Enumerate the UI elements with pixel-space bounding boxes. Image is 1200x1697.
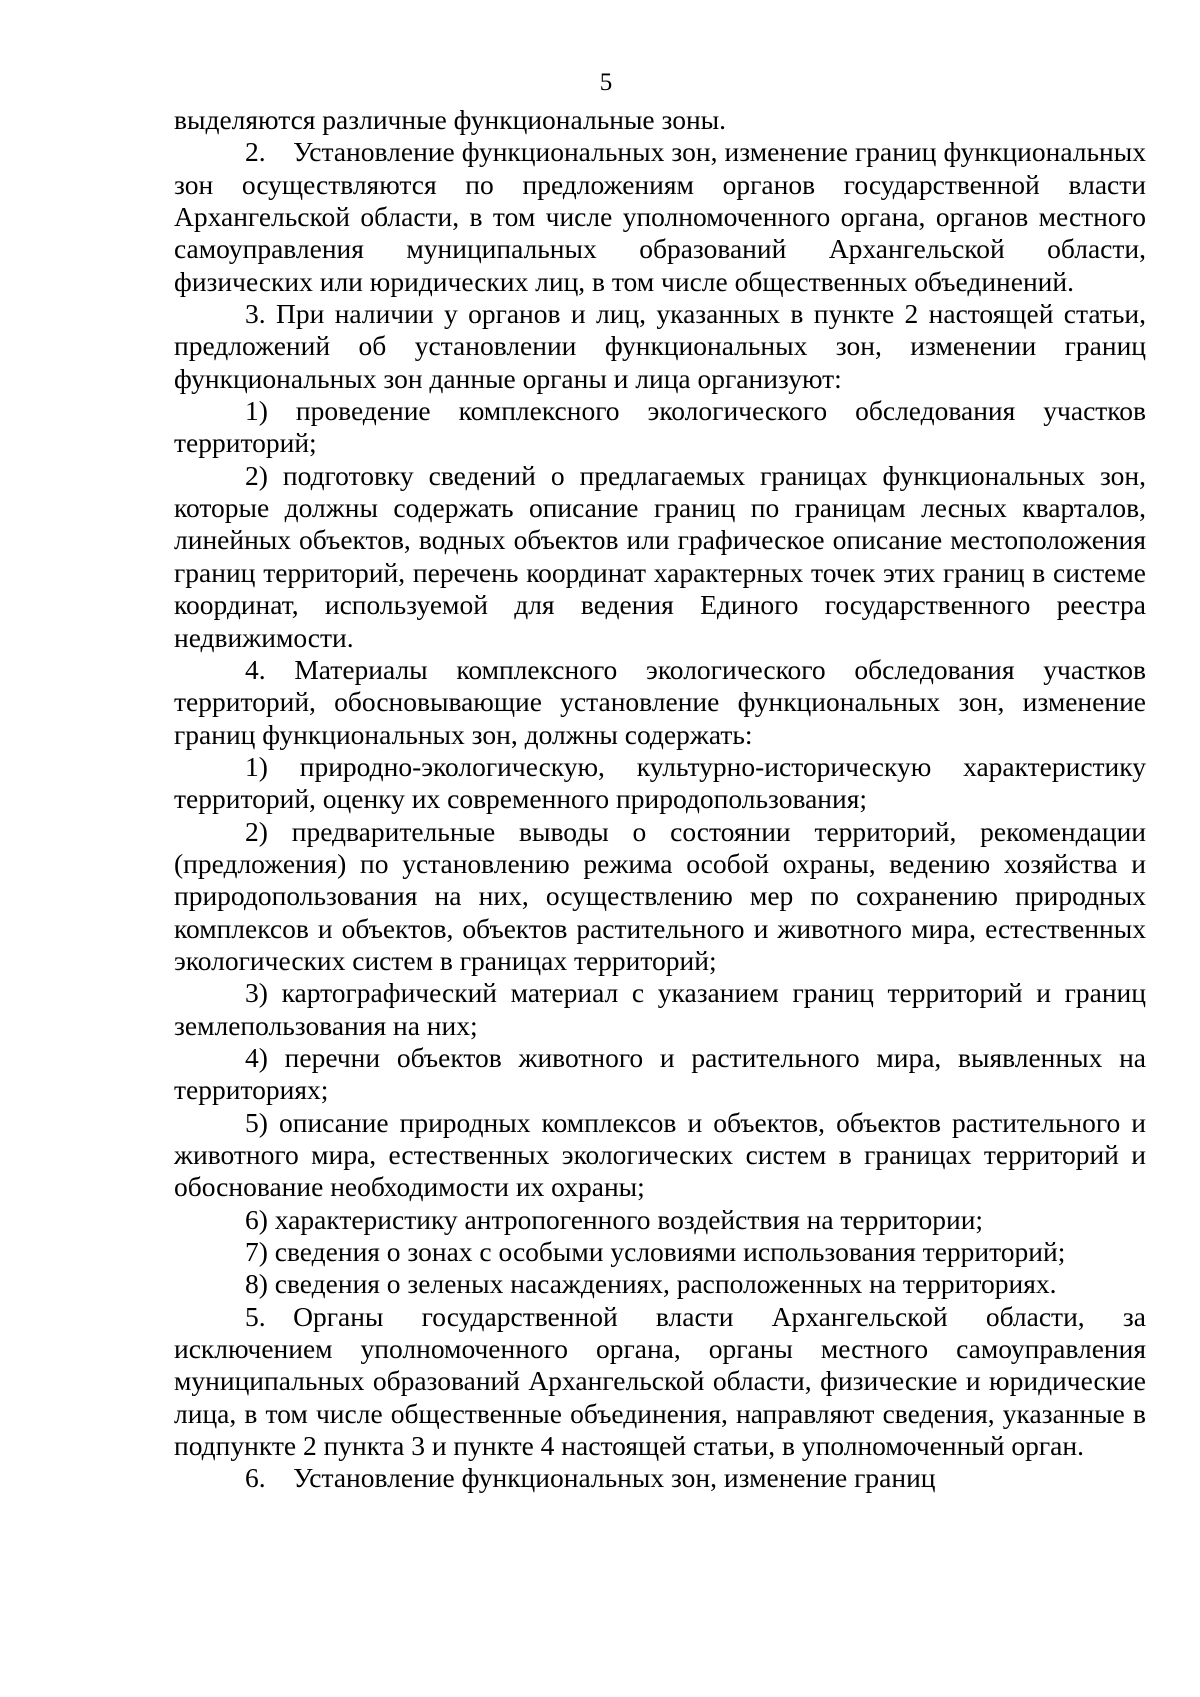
- subparagraph-4-2: 2) предварительные выводы о состоянии территорий, рекомендации (предложения) по установлению режима особой охраны, ведению хозяйства и природопользования на них, осуществлению мер по сохранению природных комплексов и объектов, объектов растительного и животного мира, естественных экологических систем в границах территорий;: [174, 815, 1146, 976]
- subparagraph-4-6: 6) характеристику антропогенного воздействия на территории;: [245, 1203, 984, 1235]
- subparagraph-4-1: 1) природно-экологическую, культурно-историческую характеристику территорий, оценку их современного природопользования;: [174, 750, 1146, 815]
- subparagraph-3-1: 1) проведение комплексного экологического обследования участков территорий;: [174, 395, 1146, 459]
- subparagraph-3-2: 2) подготовку сведений о предлагаемых границах функциональных зон, которые должны содержать описание границ по границам лесных кварталов, линейных объектов, водных объектов или графическое описание местоположения границ территорий, перечень координат характерных точек этих границ в системе координат, используемой для ведения Единого государственного реестра недвижимости.: [174, 459, 1146, 653]
- subparagraph-4-3: 3) картографический материал с указанием границ территорий и границ землепользования на них;: [174, 977, 1146, 1041]
- paragraph-item-5: 5. Органы государственной власти Архангельской области, за исключением уполномоченного органа, органы местного самоуправления муниципальных образований Архангельской области, физические и юридические лица, в том числе общественные объединения, направляют сведения, указанные в подпункте 2 пункта 3 и пункте 4 настоящей статьи, в уполномоченный орган.: [174, 1300, 1146, 1462]
- paragraph-item-3: 3. При наличии у органов и лиц, указанных в пункте 2 настоящей статьи, предложений об установлении функциональных зон, изменении границ функциональных зон данные органы и лица организуют:: [174, 298, 1146, 394]
- paragraph-item-2: 2. Установление функциональных зон, изменение границ функциональных зон осуществляются по предложениям органов государственной власти Архангельской области, в том числе уполномоченного органа, органов местного самоуправления муниципальных образований Архангельской области, физических или юридических лиц, в том числе общественных объединений.: [174, 136, 1146, 297]
- paragraph-continuation: выделяются различные функциональные зоны.: [174, 104, 727, 135]
- paragraph-item-4: 4. Материалы комплексного экологического обследования участков территорий, обосновывающие установление функциональных зон, изменение границ функциональных зон, должны содержать:: [174, 653, 1146, 750]
- subparagraph-4-4: 4) перечни объектов животного и растительного мира, выявленных на территориях;: [174, 1041, 1146, 1106]
- page-number: 5: [599, 69, 613, 96]
- subparagraph-4-7: 7) сведения о зонах с особыми условиями использования территорий;: [245, 1236, 1066, 1268]
- subparagraph-4-8: 8) сведения о зеленых насаждениях, расположенных на территориях.: [245, 1268, 1057, 1300]
- document-body: [174, 104, 1146, 1495]
- paragraph-item-6: 6. Установление функциональных зон, изменение границ: [245, 1462, 936, 1494]
- subparagraph-4-5: 5) описание природных комплексов и объектов, объектов растительного и животного мира, естественных экологических систем в границах территорий и обоснование необходимости их охраны;: [174, 1106, 1146, 1203]
